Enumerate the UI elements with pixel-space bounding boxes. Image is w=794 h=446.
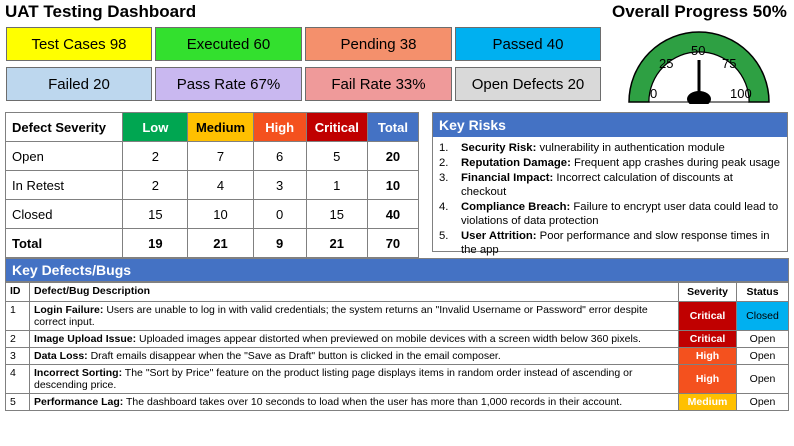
defects-header: Defect/Bug Description bbox=[29, 283, 678, 302]
severity-cell: 4 bbox=[188, 171, 253, 200]
risk-body bbox=[461, 229, 781, 257]
defect-description bbox=[29, 348, 678, 365]
severity-cell: 0 bbox=[253, 200, 306, 229]
severity-cell: 10 bbox=[367, 171, 418, 200]
defect-title: Login Failure: bbox=[33, 304, 104, 316]
defects-header: ID bbox=[6, 283, 30, 302]
severity-cell: 6 bbox=[253, 142, 306, 171]
severity-header: Low bbox=[123, 113, 188, 142]
defect-text: Draft emails disappear when the "Save as Draft" button is clicked in the email composer. bbox=[87, 350, 501, 362]
defect-description bbox=[29, 302, 678, 331]
gauge-tick: 100 bbox=[730, 86, 752, 101]
severity-table bbox=[5, 112, 419, 258]
severity-header: High bbox=[253, 113, 306, 142]
severity-cell: Open bbox=[6, 142, 123, 171]
risk-label: User Attrition: bbox=[461, 230, 537, 242]
severity-cell: 20 bbox=[367, 142, 418, 171]
defect-text: The "Sort by Price" feature on the product listing page displays items in random order instead of ascending or descending price. bbox=[33, 367, 633, 391]
defect-id: 3 bbox=[6, 348, 30, 365]
severity-cell: In Retest bbox=[6, 171, 123, 200]
defect-id: 4 bbox=[6, 365, 30, 394]
severity-cell: 15 bbox=[306, 200, 367, 229]
gauge-tick: 0 bbox=[650, 86, 658, 101]
defect-severity: Medium bbox=[679, 394, 737, 411]
kpi-card: Pass Rate 67% bbox=[155, 67, 302, 101]
severity-header: Total bbox=[367, 113, 418, 142]
defect-id: 1 bbox=[6, 302, 30, 331]
severity-header: Defect Severity bbox=[6, 113, 123, 142]
gauge-tick: 25 bbox=[659, 56, 674, 71]
key-risks-panel bbox=[432, 112, 788, 256]
risk-item bbox=[439, 229, 781, 257]
risk-number: 2. bbox=[439, 157, 449, 169]
gauge-tick: 50 bbox=[691, 43, 706, 58]
defect-title: Performance Lag: bbox=[33, 396, 124, 408]
severity-cell: 21 bbox=[306, 229, 367, 258]
kpi-card: Failed 20 bbox=[6, 67, 152, 101]
key-defects-panel bbox=[5, 258, 789, 411]
defects-table bbox=[5, 282, 789, 411]
kpi-card: Fail Rate 33% bbox=[305, 67, 452, 101]
defect-row bbox=[6, 348, 789, 365]
severity-cell: 10 bbox=[188, 200, 253, 229]
defect-status: Open bbox=[737, 394, 789, 411]
risk-body bbox=[461, 156, 780, 170]
severity-cell: 15 bbox=[123, 200, 188, 229]
defect-id: 5 bbox=[6, 394, 30, 411]
defect-severity: Critical bbox=[679, 302, 737, 331]
severity-cell: 2 bbox=[123, 142, 188, 171]
severity-row bbox=[6, 142, 419, 171]
risk-text: Poor performance and slow response times in the app bbox=[461, 230, 770, 256]
defect-row bbox=[6, 394, 789, 411]
severity-cell: 40 bbox=[367, 200, 418, 229]
risk-number: 3. bbox=[439, 172, 449, 184]
severity-cell: Closed bbox=[6, 200, 123, 229]
defect-text: Users are unable to log in with valid credentials; the system returns an "Invalid Username or Password" error despite correct input. bbox=[33, 304, 648, 328]
risk-text: Incorrect calculation of discounts at checkout bbox=[461, 172, 733, 198]
severity-row bbox=[6, 200, 419, 229]
risk-number: 1. bbox=[439, 142, 449, 154]
kpi-card: Test Cases 98 bbox=[6, 27, 152, 61]
defect-text: The dashboard takes over 10 seconds to load when the user has more than 1,000 records in their account. bbox=[123, 396, 623, 408]
risk-item bbox=[439, 200, 781, 228]
defects-header: Status bbox=[737, 283, 789, 302]
defect-status: Closed bbox=[737, 302, 789, 331]
defect-description bbox=[29, 365, 678, 394]
risk-label: Reputation Damage: bbox=[461, 157, 571, 169]
defects-header: Severity bbox=[679, 283, 737, 302]
defect-title: Data Loss: bbox=[33, 350, 88, 362]
defect-text: Uploaded images appear distorted when previewed on mobile devices with a screen width below 360 pixels. bbox=[136, 333, 641, 345]
risk-label: Compliance Breach: bbox=[461, 201, 571, 213]
defect-row bbox=[6, 365, 789, 394]
risk-body bbox=[461, 200, 781, 228]
severity-cell: 5 bbox=[306, 142, 367, 171]
risk-body bbox=[461, 141, 725, 155]
defect-status: Open bbox=[737, 365, 789, 394]
key-defects-title: Key Defects/Bugs bbox=[5, 258, 789, 282]
risk-item bbox=[439, 141, 781, 155]
severity-cell: 7 bbox=[188, 142, 253, 171]
key-risks-title: Key Risks bbox=[433, 113, 787, 137]
severity-header: Critical bbox=[306, 113, 367, 142]
defect-id: 2 bbox=[6, 331, 30, 348]
page-title: UAT Testing Dashboard bbox=[5, 2, 197, 21]
risk-item bbox=[439, 156, 781, 170]
risk-label: Security Risk: bbox=[461, 142, 537, 154]
severity-row bbox=[6, 171, 419, 200]
kpi-card: Pending 38 bbox=[305, 27, 452, 61]
risk-text: vulnerability in authentication module bbox=[536, 142, 725, 154]
risk-number: 5. bbox=[439, 230, 449, 242]
severity-cell: 3 bbox=[253, 171, 306, 200]
severity-cell: 9 bbox=[253, 229, 306, 258]
defect-title: Incorrect Sorting: bbox=[33, 367, 123, 379]
severity-cell: 1 bbox=[306, 171, 367, 200]
severity-cell: 2 bbox=[123, 171, 188, 200]
defect-severity: High bbox=[679, 348, 737, 365]
kpi-card: Executed 60 bbox=[155, 27, 302, 61]
kpi-card: Passed 40 bbox=[455, 27, 601, 61]
severity-header: Medium bbox=[188, 113, 253, 142]
gauge-tick: 75 bbox=[722, 56, 737, 71]
defect-description bbox=[29, 331, 678, 348]
defect-title: Image Upload Issue: bbox=[33, 333, 137, 345]
defect-description bbox=[29, 394, 678, 411]
defect-severity: High bbox=[679, 365, 737, 394]
defect-row bbox=[6, 331, 789, 348]
risk-text: Failure to encrypt user data could lead to violations of data protection bbox=[461, 201, 779, 227]
defect-row bbox=[6, 302, 789, 331]
severity-cell: 21 bbox=[188, 229, 253, 258]
progress-gauge bbox=[625, 24, 773, 104]
severity-row bbox=[6, 229, 419, 258]
defect-status: Open bbox=[737, 331, 789, 348]
progress-title: Overall Progress 50% bbox=[612, 2, 787, 21]
kpi-card: Open Defects 20 bbox=[455, 67, 601, 101]
risk-label: Financial Impact: bbox=[461, 172, 554, 184]
risk-body bbox=[461, 171, 781, 199]
risk-item bbox=[439, 171, 781, 199]
severity-cell: Total bbox=[6, 229, 123, 258]
severity-cell: 19 bbox=[123, 229, 188, 258]
defect-severity: Critical bbox=[679, 331, 737, 348]
risk-number: 4. bbox=[439, 201, 449, 213]
severity-cell: 70 bbox=[367, 229, 418, 258]
defect-status: Open bbox=[737, 348, 789, 365]
risk-text: Frequent app crashes during peak usage bbox=[570, 157, 780, 169]
